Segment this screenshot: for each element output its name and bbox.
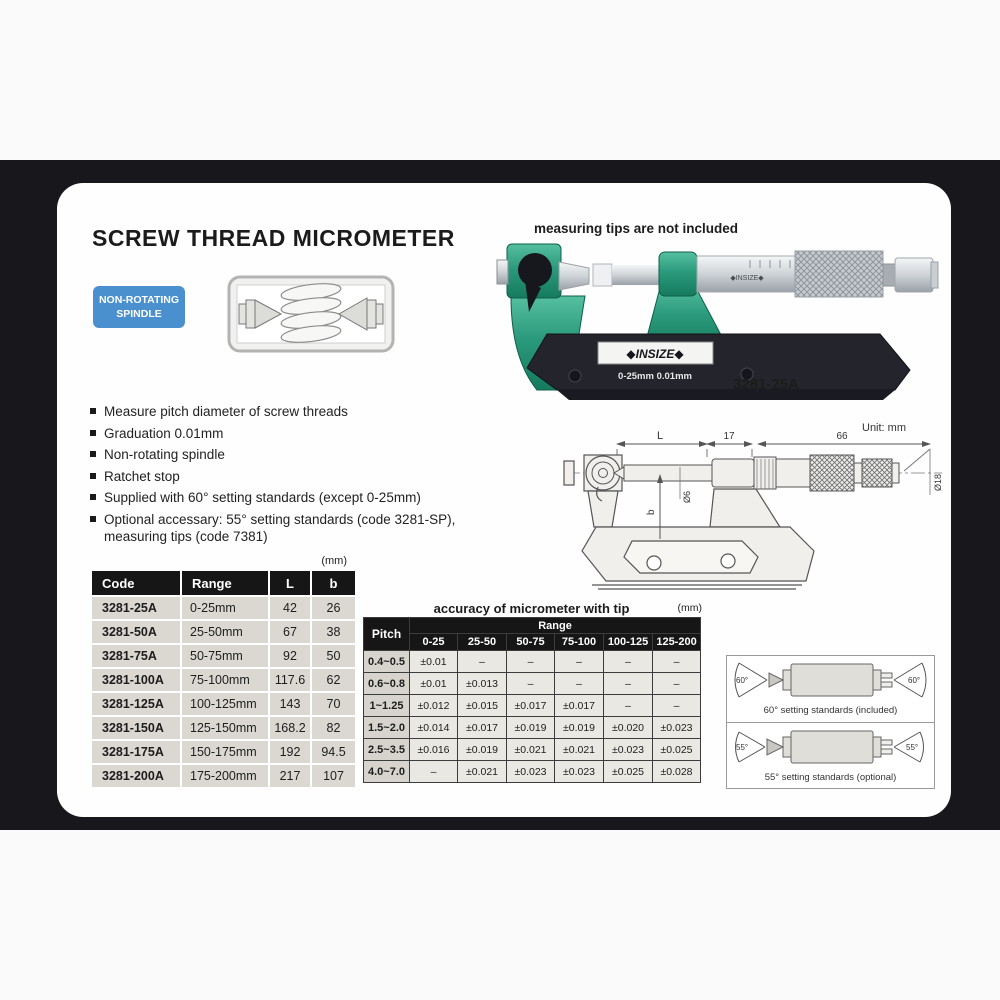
cell: – — [604, 651, 653, 673]
header-cell: 0-25 — [410, 634, 458, 651]
cell: – — [653, 695, 701, 717]
cell: 192 — [270, 741, 310, 763]
cell: ±0.023 — [507, 761, 555, 783]
cell: ±0.017 — [555, 695, 604, 717]
accuracy-row — [364, 673, 701, 695]
dia-ratchet-label: Ø18 — [933, 473, 943, 491]
range-graduation-label: 0-25mm 0.01mm — [618, 371, 692, 382]
cell: 1~1.25 — [364, 695, 410, 717]
accuracy-table-title: accuracy of micrometer with tip — [433, 601, 630, 616]
spec-row — [92, 765, 355, 787]
cell: 3281-75A — [92, 645, 180, 667]
cell: 0.4~0.5 — [364, 651, 410, 673]
accuracy-row — [364, 651, 701, 673]
setting-standard-60 — [727, 656, 934, 722]
feature-text: Supplied with 60° setting standards (except 0-25mm) — [104, 490, 421, 506]
header-cell: L — [270, 571, 310, 595]
accuracy-subheader-row — [364, 634, 701, 651]
bullet-square-icon — [90, 408, 96, 414]
dim-b-label: b — [646, 509, 657, 515]
cell: 42 — [270, 597, 310, 619]
spec-header-row — [92, 571, 355, 595]
cell: 26 — [312, 597, 355, 619]
cell: 3281-200A — [92, 765, 180, 787]
setting-standards-box — [726, 655, 935, 789]
angle-label-left: 60° — [736, 676, 749, 685]
cell: – — [604, 695, 653, 717]
cell: 217 — [270, 765, 310, 787]
accuracy-row — [364, 761, 701, 783]
spec-row — [92, 669, 355, 691]
dim-l-label: L — [656, 430, 664, 442]
dim-66-label: 66 — [836, 431, 848, 442]
cell: ±0.019 — [458, 739, 507, 761]
bullet-square-icon — [90, 451, 96, 457]
cell: ±0.028 — [653, 761, 701, 783]
accuracy-row — [364, 695, 701, 717]
feature-item — [88, 468, 486, 486]
cell: ±0.01 — [410, 673, 458, 695]
accuracy-table-unit-label: (mm) — [677, 602, 702, 614]
setting-standard-55 — [727, 722, 934, 789]
cell: – — [507, 651, 555, 673]
thread-measurement-diagram-icon — [227, 275, 395, 353]
cell: 94.5 — [312, 741, 355, 763]
cell: 3281-25A — [92, 597, 180, 619]
cell: – — [604, 673, 653, 695]
cell: 2.5~3.5 — [364, 739, 410, 761]
spec-row — [92, 717, 355, 739]
spec-row — [92, 597, 355, 619]
feature-item — [88, 446, 486, 464]
cell: ±0.016 — [410, 739, 458, 761]
accuracy-row — [364, 717, 701, 739]
accuracy-table-header — [363, 601, 700, 615]
cell: – — [653, 673, 701, 695]
setting-standard-55-diagram — [727, 723, 934, 771]
cell: – — [555, 651, 604, 673]
cell: ±0.01 — [410, 651, 458, 673]
spec-row — [92, 693, 355, 715]
cell: 3281-125A — [92, 693, 180, 715]
cell: ±0.019 — [507, 717, 555, 739]
bullet-square-icon — [90, 430, 96, 436]
cell: 50 — [312, 645, 355, 667]
cell: ±0.021 — [458, 761, 507, 783]
cell: 1.5~2.0 — [364, 717, 410, 739]
cell: – — [555, 673, 604, 695]
cell: ±0.023 — [555, 761, 604, 783]
cell: ±0.023 — [604, 739, 653, 761]
photo-note: measuring tips are not included — [534, 221, 739, 236]
cell: – — [410, 761, 458, 783]
model-code-label: 3281-25A — [733, 376, 799, 393]
cell: 0.6~0.8 — [364, 673, 410, 695]
cell: 25-50mm — [182, 621, 268, 643]
spec-table-unit-label: (mm) — [321, 555, 347, 567]
feature-item — [88, 403, 486, 421]
feature-text: Measure pitch diameter of screw threads — [104, 404, 348, 419]
cell: 150-175mm — [182, 741, 268, 763]
cell: 3281-100A — [92, 669, 180, 691]
feature-list — [88, 403, 486, 550]
bullet-square-icon — [90, 494, 96, 500]
feature-text: Optional accessary: 55° setting standards (code 3281-SP), measuring tips (code 7381) — [104, 511, 456, 545]
spec-table — [90, 569, 357, 789]
cell: ±0.014 — [410, 717, 458, 739]
feature-item — [88, 511, 486, 546]
spec-row — [92, 741, 355, 763]
accuracy-header-row — [364, 618, 701, 634]
cell: 92 — [270, 645, 310, 667]
accuracy-table — [363, 617, 701, 783]
setting-standard-55-caption: 55° setting standards (optional) — [764, 772, 897, 783]
header-cell: 100-125 — [604, 634, 653, 651]
cell: ±0.017 — [507, 695, 555, 717]
accuracy-row — [364, 739, 701, 761]
setting-standard-60-caption: 60° setting standards (included) — [763, 705, 898, 716]
angle-label-right: 55° — [906, 743, 919, 752]
technical-drawing — [562, 415, 947, 595]
cell: 38 — [312, 621, 355, 643]
insize-logo: ◆INSIZE◆ — [626, 347, 684, 361]
angle-label-right: 60° — [908, 676, 921, 685]
cell: ±0.017 — [458, 717, 507, 739]
cell: 125-150mm — [182, 717, 268, 739]
cell: 67 — [270, 621, 310, 643]
cell: – — [458, 651, 507, 673]
cell: 0-25mm — [182, 597, 268, 619]
feature-item — [88, 489, 486, 507]
cell: ±0.023 — [653, 717, 701, 739]
header-cell: 75-100 — [555, 634, 604, 651]
spec-row — [92, 645, 355, 667]
cell: ±0.019 — [555, 717, 604, 739]
cell: 143 — [270, 693, 310, 715]
cell: ±0.012 — [410, 695, 458, 717]
page-title: SCREW THREAD MICROMETER — [92, 225, 455, 251]
non-rotating-spindle-badge: NON-ROTATING SPINDLE — [93, 286, 185, 328]
cell: 117.6 — [270, 669, 310, 691]
cell: – — [507, 673, 555, 695]
cell: 100-125mm — [182, 693, 268, 715]
spec-row — [92, 621, 355, 643]
cell: 3281-150A — [92, 717, 180, 739]
product-card — [57, 183, 951, 817]
cell: 50-75mm — [182, 645, 268, 667]
cell: – — [653, 651, 701, 673]
header-cell: Pitch — [364, 618, 410, 651]
cell: 70 — [312, 693, 355, 715]
header-cell: Range — [182, 571, 268, 595]
cell: ±0.020 — [604, 717, 653, 739]
cell: 3281-175A — [92, 741, 180, 763]
feature-text: Non-rotating spindle — [104, 447, 225, 463]
cell: ±0.021 — [555, 739, 604, 761]
cell: 75-100mm — [182, 669, 268, 691]
header-cell: 50-75 — [507, 634, 555, 651]
cell: 62 — [312, 669, 355, 691]
cell: 175-200mm — [182, 765, 268, 787]
header-cell: Code — [92, 571, 180, 595]
cell: 3281-50A — [92, 621, 180, 643]
cell: ±0.025 — [604, 761, 653, 783]
cell: ±0.025 — [653, 739, 701, 761]
bullet-square-icon — [90, 473, 96, 479]
cell: 82 — [312, 717, 355, 739]
header-cell: 125-200 — [653, 634, 701, 651]
bullet-square-icon — [90, 516, 96, 522]
cell: ±0.015 — [458, 695, 507, 717]
dia-spindle-label: Ø6 — [682, 490, 692, 503]
feature-item — [88, 425, 486, 443]
unit-note: Unit: mm — [862, 422, 906, 434]
angle-label-left: 55° — [736, 743, 749, 752]
cell: ±0.021 — [507, 739, 555, 761]
micrometer-photo-illustration — [495, 238, 945, 403]
feature-text: Ratchet stop — [104, 468, 180, 484]
feature-text: Graduation 0.01mm — [104, 425, 224, 441]
header-cell: Range — [410, 618, 701, 634]
setting-standard-60-diagram — [727, 656, 934, 704]
header-cell: 25-50 — [458, 634, 507, 651]
sleeve-logo: ◆INSIZE◆ — [730, 275, 764, 282]
cell: 107 — [312, 765, 355, 787]
cell: 4.0~7.0 — [364, 761, 410, 783]
header-cell: b — [312, 571, 355, 595]
dim-17-label: 17 — [723, 431, 735, 442]
cell: 168.2 — [270, 717, 310, 739]
cell: ±0.013 — [458, 673, 507, 695]
